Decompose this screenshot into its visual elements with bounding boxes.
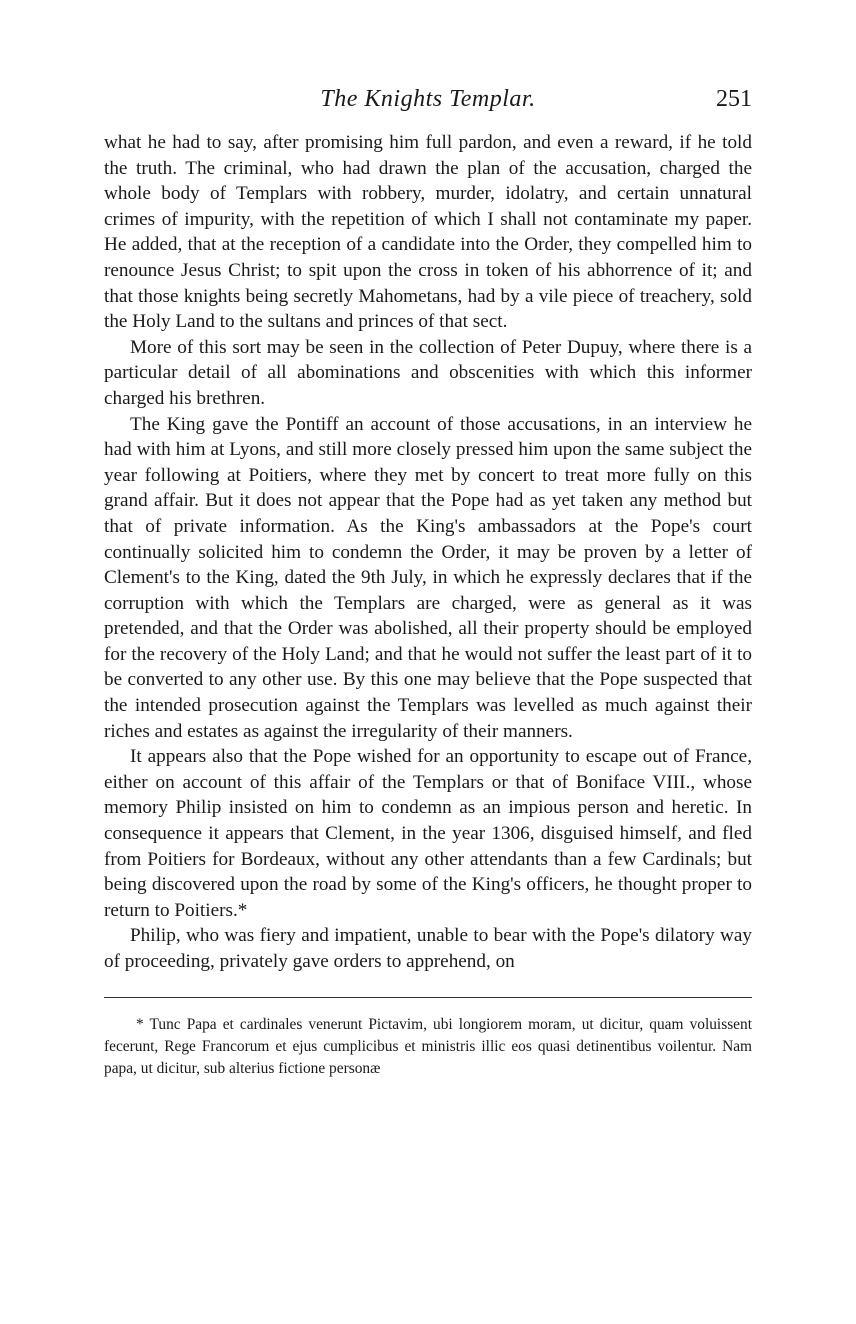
running-head [104, 86, 752, 126]
book-page [104, 86, 752, 1080]
paragraph-5: Philip, who was fiery and impatient, unable to bear with the Pope's dilatory way of proceeding, privately gave orders to apprehend, on [104, 925, 752, 972]
paragraph-2: More of this sort may be seen in the collection of Peter Dupuy, where there is a particular detail of all abominations and obscenities with which this informer charged his brethren. [104, 336, 752, 409]
page-number: 251 [716, 86, 752, 112]
body-text [104, 130, 752, 975]
footnote-divider [104, 997, 752, 998]
paragraph-4: It appears also that the Pope wished for an opportunity to escape out of France, either on account of this affair of the Templars or that of Boniface VIII., whose memory Philip insisted on him to condemn as an impious person and heretic. In consequence it appears that Clement, in the year 1306, disguised himself, and fled from Poitiers for Bordeaux, without any other attendants than a few Cardinals; but being discovered upon the road by some of the King's officers, he thought proper to return to Poitiers.* [104, 746, 752, 921]
paragraph-3: The King gave the Pontiff an account of those accusations, in an interview he had with him at Lyons, and still more closely pressed him upon the same subject the year following at Poitiers, where they met by concert to treat more fully on this grand affair. But it does not appear that the Pope had as yet taken any method but that of private information. As the King's ambassadors at the Pope's court continually solicited him to condemn the Order, it may be proven by a letter of Clement's to the King, dated the 9th July, in which he expressly declares that if the corruption with which the Templars are charged, were as general as it was pretended, and that the Order was abolished, all their property should be employed for the recovery of the Holy Land; and that he would not suffer the least part of it to be converted to any other use. By this one may believe that the Pope suspected that the intended prosecution against the Templars was levelled as much against their riches and estates as against the irregularity of their manners. [104, 413, 752, 742]
footnote: * Tunc Papa et cardinales venerunt Pictavim, ubi longiorem moram, ut dicitur, quam voluissent fecerunt, Rege Francorum et ejus cumplicibus et ministris illic eos quasi detinentibus voilentur. Nam papa, ut dicitur, sub alterius fictione personæ [104, 1015, 752, 1077]
running-title: The Knights Templar. [320, 86, 536, 112]
paragraph-1: what he had to say, after promising him full pardon, and even a reward, if he told the truth. The criminal, who had drawn the plan of the accusation, charged the whole body of Templars with robbery, murder, idolatry, and certain unnatural crimes of impurity, with the repetition of which I shall not contaminate my paper. He added, that at the reception of a candidate into the Order, they compelled him to renounce Jesus Christ; to spit upon the cross in token of his abhorrence of it; and that those knights being secretly Mahometans, had by a vile piece of treachery, sold the Holy Land to the sultans and princes of that sect. [104, 132, 752, 333]
